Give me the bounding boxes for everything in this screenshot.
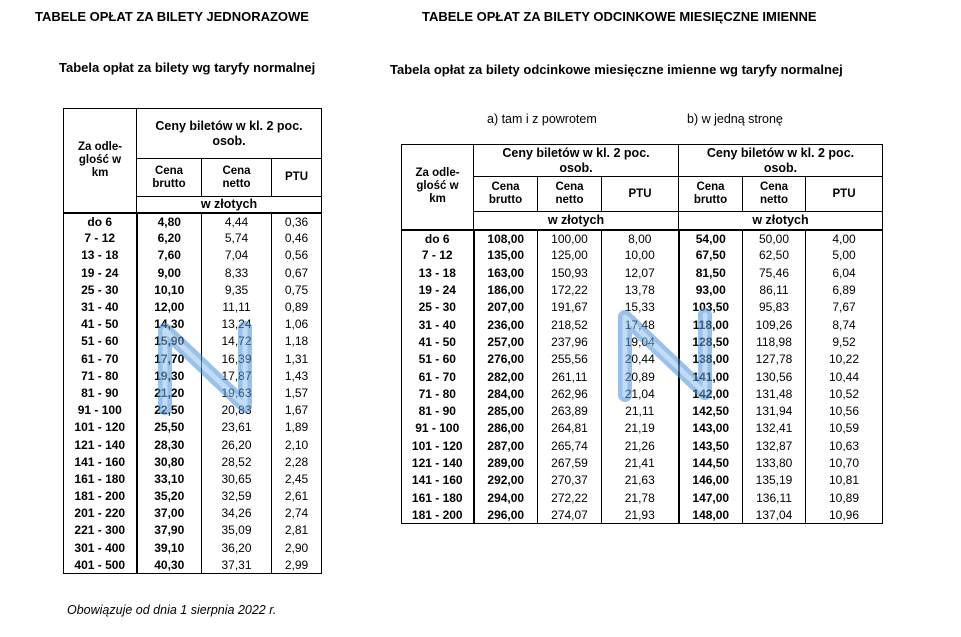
table-row — [64, 419, 322, 436]
right-subtitle: Tabela opłat za bilety odcinkowe miesięczne imienne wg taryfy normalnej — [390, 62, 843, 77]
price-cell: 292,00 — [474, 472, 538, 489]
price-cell: 21,93 — [602, 506, 679, 523]
distance-cell: 31 - 40 — [64, 298, 137, 315]
distance-cell: 13 - 18 — [402, 264, 474, 281]
left-group-header: Ceny biletów w kl. 2 poc. osob. — [137, 109, 322, 159]
price-cell: 265,74 — [538, 437, 602, 454]
price-cell: 37,00 — [137, 505, 202, 522]
distance-cell: 81 - 90 — [402, 402, 474, 419]
right-row-header: Za odle- glość w km — [402, 145, 474, 230]
table-row — [64, 402, 322, 419]
distance-cell: 181 - 200 — [64, 488, 137, 505]
distance-cell: 71 - 80 — [402, 385, 474, 402]
price-cell: 1,89 — [272, 419, 322, 436]
price-cell: 93,00 — [679, 281, 743, 298]
distance-cell: 81 - 90 — [64, 384, 137, 401]
price-cell: 13,24 — [202, 316, 272, 333]
distance-cell: 7 - 12 — [402, 247, 474, 264]
price-cell: 10,44 — [806, 368, 883, 385]
left-table-body — [64, 213, 322, 574]
table-row — [64, 539, 322, 556]
price-cell: 4,00 — [806, 230, 883, 247]
price-cell: 272,22 — [538, 489, 602, 506]
price-cell: 21,63 — [602, 472, 679, 489]
price-cell: 125,00 — [538, 247, 602, 264]
price-cell: 143,00 — [679, 420, 743, 437]
table-row — [64, 281, 322, 298]
price-cell: 2,10 — [272, 436, 322, 453]
price-cell: 17,48 — [602, 316, 679, 333]
price-cell: 21,20 — [137, 384, 202, 401]
price-cell: 25,50 — [137, 419, 202, 436]
price-cell: 10,96 — [806, 506, 883, 523]
price-cell: 1,67 — [272, 402, 322, 419]
price-cell: 28,52 — [202, 453, 272, 470]
distance-cell: 61 - 70 — [402, 368, 474, 385]
table-row — [64, 488, 322, 505]
price-cell: 142,50 — [679, 402, 743, 419]
table-row — [64, 556, 322, 573]
price-cell: 10,59 — [806, 420, 883, 437]
distance-cell: 51 - 60 — [64, 333, 137, 350]
table-row — [402, 368, 883, 385]
price-cell: 137,04 — [743, 506, 806, 523]
distance-cell: 7 - 12 — [64, 230, 137, 247]
price-cell: 8,33 — [202, 264, 272, 281]
price-cell: 21,78 — [602, 489, 679, 506]
distance-cell: 41 - 50 — [402, 333, 474, 350]
table-row — [402, 247, 883, 264]
distance-cell: 201 - 220 — [64, 505, 137, 522]
price-cell: 21,11 — [602, 402, 679, 419]
price-cell: 143,50 — [679, 437, 743, 454]
table-row — [402, 506, 883, 523]
price-cell: 17,70 — [137, 350, 202, 367]
price-cell: 19,04 — [602, 333, 679, 350]
table-row — [64, 298, 322, 315]
right-b-unit: w złotych — [679, 212, 883, 230]
table-row — [64, 333, 322, 350]
table-row — [402, 385, 883, 402]
table-row — [402, 351, 883, 368]
left-row-header: Za odle- glość w km — [64, 109, 137, 213]
distance-cell: 121 - 140 — [64, 436, 137, 453]
price-cell: 270,37 — [538, 472, 602, 489]
price-cell: 118,98 — [743, 333, 806, 350]
price-cell: 285,00 — [474, 402, 538, 419]
price-cell: 19,63 — [202, 384, 272, 401]
price-cell: 6,89 — [806, 281, 883, 298]
right-fare-table — [401, 144, 883, 524]
price-cell: 33,10 — [137, 470, 202, 487]
distance-cell: 221 - 300 — [64, 522, 137, 539]
price-cell: 28,30 — [137, 436, 202, 453]
distance-cell: 161 - 180 — [402, 489, 474, 506]
price-cell: 9,52 — [806, 333, 883, 350]
table-row — [64, 264, 322, 281]
distance-cell: 121 - 140 — [402, 454, 474, 471]
price-cell: 39,10 — [137, 539, 202, 556]
price-cell: 135,19 — [743, 472, 806, 489]
price-cell: 2,61 — [272, 488, 322, 505]
left-fare-table — [63, 108, 322, 574]
price-cell: 1,06 — [272, 316, 322, 333]
price-cell: 37,31 — [202, 556, 272, 573]
left-col-ptu: PTU — [272, 159, 322, 197]
price-cell: 34,26 — [202, 505, 272, 522]
distance-cell: do 6 — [402, 230, 474, 247]
price-cell: 263,89 — [538, 402, 602, 419]
price-cell: 146,00 — [679, 472, 743, 489]
price-cell: 9,00 — [137, 264, 202, 281]
right-b-col-brutto: Cena brutto — [679, 177, 743, 212]
distance-cell: 61 - 70 — [64, 350, 137, 367]
distance-cell: 71 - 80 — [64, 367, 137, 384]
table-row — [64, 247, 322, 264]
left-col-netto: Cena netto — [202, 159, 272, 197]
price-cell: 255,56 — [538, 351, 602, 368]
right-group-header-b: Ceny biletów w kl. 2 poc. osob. — [679, 145, 883, 177]
price-cell: 191,67 — [538, 299, 602, 316]
table-row — [402, 333, 883, 350]
price-cell: 10,52 — [806, 385, 883, 402]
right-group-header-a: Ceny biletów w kl. 2 poc. osob. — [474, 145, 679, 177]
price-cell: 20,44 — [602, 351, 679, 368]
price-cell: 286,00 — [474, 420, 538, 437]
table-row — [64, 522, 322, 539]
price-cell: 20,89 — [602, 368, 679, 385]
table-row — [402, 489, 883, 506]
price-cell: 0,56 — [272, 247, 322, 264]
price-cell: 36,20 — [202, 539, 272, 556]
table-row — [64, 436, 322, 453]
price-cell: 15,33 — [602, 299, 679, 316]
right-table-body — [402, 230, 883, 524]
price-cell: 1,18 — [272, 333, 322, 350]
distance-cell: 101 - 120 — [64, 419, 137, 436]
price-cell: 9,35 — [202, 281, 272, 298]
distance-cell: 161 - 180 — [64, 470, 137, 487]
price-cell: 148,00 — [679, 506, 743, 523]
price-cell: 35,20 — [137, 488, 202, 505]
price-cell: 10,89 — [806, 489, 883, 506]
right-b-col-ptu: PTU — [806, 177, 883, 212]
left-subtitle: Tabela opłat za bilety wg taryfy normalnej — [59, 60, 316, 75]
price-cell: 108,00 — [474, 230, 538, 247]
price-cell: 131,94 — [743, 402, 806, 419]
table-row — [64, 384, 322, 401]
distance-cell: 181 - 200 — [402, 506, 474, 523]
distance-cell: 301 - 400 — [64, 539, 137, 556]
price-cell: 5,74 — [202, 230, 272, 247]
left-title: TABELE OPŁAT ZA BILETY JEDNORAZOWE — [35, 9, 309, 24]
price-cell: 296,00 — [474, 506, 538, 523]
price-cell: 37,90 — [137, 522, 202, 539]
distance-cell: 141 - 160 — [64, 453, 137, 470]
distance-cell: do 6 — [64, 213, 137, 230]
table-row — [402, 299, 883, 316]
distance-cell: 25 - 30 — [64, 281, 137, 298]
price-cell: 20,83 — [202, 402, 272, 419]
price-cell: 21,41 — [602, 454, 679, 471]
price-cell: 172,22 — [538, 281, 602, 298]
left-col-brutto: Cena brutto — [137, 159, 202, 197]
price-cell: 12,07 — [602, 264, 679, 281]
price-cell: 118,00 — [679, 316, 743, 333]
right-b-col-netto: Cena netto — [743, 177, 806, 212]
price-cell: 236,00 — [474, 316, 538, 333]
price-cell: 4,44 — [202, 213, 272, 230]
price-cell: 142,00 — [679, 385, 743, 402]
price-cell: 23,61 — [202, 419, 272, 436]
table-row — [402, 230, 883, 247]
price-cell: 282,00 — [474, 368, 538, 385]
price-cell: 50,00 — [743, 230, 806, 247]
price-cell: 133,80 — [743, 454, 806, 471]
price-cell: 274,07 — [538, 506, 602, 523]
price-cell: 21,26 — [602, 437, 679, 454]
distance-cell: 401 - 500 — [64, 556, 137, 573]
price-cell: 10,56 — [806, 402, 883, 419]
price-cell: 21,19 — [602, 420, 679, 437]
price-cell: 67,50 — [679, 247, 743, 264]
table-row — [64, 213, 322, 230]
price-cell: 257,00 — [474, 333, 538, 350]
price-cell: 16,39 — [202, 350, 272, 367]
price-cell: 13,78 — [602, 281, 679, 298]
table-row — [64, 367, 322, 384]
right-a-col-brutto: Cena brutto — [474, 177, 538, 212]
price-cell: 109,26 — [743, 316, 806, 333]
price-cell: 12,00 — [137, 298, 202, 315]
price-cell: 0,67 — [272, 264, 322, 281]
price-cell: 14,30 — [137, 316, 202, 333]
price-cell: 131,48 — [743, 385, 806, 402]
price-cell: 54,00 — [679, 230, 743, 247]
price-cell: 267,59 — [538, 454, 602, 471]
distance-cell: 41 - 50 — [64, 316, 137, 333]
price-cell: 135,00 — [474, 247, 538, 264]
price-cell: 10,70 — [806, 454, 883, 471]
distance-cell: 31 - 40 — [402, 316, 474, 333]
table-row — [402, 454, 883, 471]
price-cell: 81,50 — [679, 264, 743, 281]
price-cell: 132,87 — [743, 437, 806, 454]
price-cell: 138,00 — [679, 351, 743, 368]
price-cell: 15,90 — [137, 333, 202, 350]
price-cell: 287,00 — [474, 437, 538, 454]
price-cell: 0,46 — [272, 230, 322, 247]
price-cell: 218,52 — [538, 316, 602, 333]
price-cell: 100,00 — [538, 230, 602, 247]
price-cell: 1,43 — [272, 367, 322, 384]
distance-cell: 19 - 24 — [64, 264, 137, 281]
price-cell: 10,00 — [602, 247, 679, 264]
right-a-col-ptu: PTU — [602, 177, 679, 212]
price-cell: 128,50 — [679, 333, 743, 350]
table-row — [402, 472, 883, 489]
price-cell: 62,50 — [743, 247, 806, 264]
price-cell: 284,00 — [474, 385, 538, 402]
distance-cell: 91 - 100 — [64, 402, 137, 419]
label-round-trip: a) tam i z powrotem — [487, 112, 597, 126]
price-cell: 0,75 — [272, 281, 322, 298]
price-cell: 6,20 — [137, 230, 202, 247]
price-cell: 186,00 — [474, 281, 538, 298]
label-one-way: b) w jedną stronę — [687, 112, 783, 126]
price-cell: 144,50 — [679, 454, 743, 471]
price-cell: 0,36 — [272, 213, 322, 230]
price-cell: 237,96 — [538, 333, 602, 350]
distance-cell: 19 - 24 — [402, 281, 474, 298]
price-cell: 2,45 — [272, 470, 322, 487]
price-cell: 26,20 — [202, 436, 272, 453]
price-cell: 10,63 — [806, 437, 883, 454]
price-cell: 86,11 — [743, 281, 806, 298]
price-cell: 1,57 — [272, 384, 322, 401]
price-cell: 2,81 — [272, 522, 322, 539]
table-row — [64, 470, 322, 487]
price-cell: 127,78 — [743, 351, 806, 368]
price-cell: 35,09 — [202, 522, 272, 539]
table-row — [402, 420, 883, 437]
price-cell: 2,74 — [272, 505, 322, 522]
table-row — [64, 505, 322, 522]
price-cell: 75,46 — [743, 264, 806, 281]
price-cell: 21,04 — [602, 385, 679, 402]
right-title: TABELE OPŁAT ZA BILETY ODCINKOWE MIESIĘCZNE IMIENNE — [422, 9, 817, 24]
price-cell: 7,60 — [137, 247, 202, 264]
price-cell: 262,96 — [538, 385, 602, 402]
distance-cell: 101 - 120 — [402, 437, 474, 454]
distance-cell: 25 - 30 — [402, 299, 474, 316]
table-row — [64, 316, 322, 333]
right-a-col-netto: Cena netto — [538, 177, 602, 212]
right-a-unit: w złotych — [474, 212, 679, 230]
distance-cell: 13 - 18 — [64, 247, 137, 264]
price-cell: 19,30 — [137, 367, 202, 384]
price-cell: 2,90 — [272, 539, 322, 556]
price-cell: 103,50 — [679, 299, 743, 316]
price-cell: 136,11 — [743, 489, 806, 506]
price-cell: 261,11 — [538, 368, 602, 385]
price-cell: 10,81 — [806, 472, 883, 489]
price-cell: 150,93 — [538, 264, 602, 281]
price-cell: 141,00 — [679, 368, 743, 385]
table-row — [64, 350, 322, 367]
price-cell: 8,74 — [806, 316, 883, 333]
price-cell: 14,72 — [202, 333, 272, 350]
table-row — [64, 453, 322, 470]
table-row — [402, 316, 883, 333]
price-cell: 163,00 — [474, 264, 538, 281]
price-cell: 294,00 — [474, 489, 538, 506]
price-cell: 7,04 — [202, 247, 272, 264]
price-cell: 30,80 — [137, 453, 202, 470]
price-cell: 40,30 — [137, 556, 202, 573]
price-cell: 276,00 — [474, 351, 538, 368]
left-footer: Obowiązuje od dnia 1 sierpnia 2022 r. — [67, 603, 277, 617]
price-cell: 32,59 — [202, 488, 272, 505]
price-cell: 22,50 — [137, 402, 202, 419]
distance-cell: 141 - 160 — [402, 472, 474, 489]
table-row — [64, 230, 322, 247]
price-cell: 6,04 — [806, 264, 883, 281]
price-cell: 10,22 — [806, 351, 883, 368]
price-cell: 11,11 — [202, 298, 272, 315]
table-row — [402, 437, 883, 454]
price-cell: 8,00 — [602, 230, 679, 247]
price-cell: 0,89 — [272, 298, 322, 315]
price-cell: 5,00 — [806, 247, 883, 264]
price-cell: 132,41 — [743, 420, 806, 437]
table-row — [402, 281, 883, 298]
price-cell: 289,00 — [474, 454, 538, 471]
price-cell: 1,31 — [272, 350, 322, 367]
price-cell: 4,80 — [137, 213, 202, 230]
price-cell: 7,67 — [806, 299, 883, 316]
table-row — [402, 264, 883, 281]
table-row — [402, 402, 883, 419]
price-cell: 130,56 — [743, 368, 806, 385]
price-cell: 147,00 — [679, 489, 743, 506]
price-cell: 2,28 — [272, 453, 322, 470]
distance-cell: 91 - 100 — [402, 420, 474, 437]
distance-cell: 51 - 60 — [402, 351, 474, 368]
price-cell: 95,83 — [743, 299, 806, 316]
price-cell: 10,10 — [137, 281, 202, 298]
price-cell: 2,99 — [272, 556, 322, 573]
price-cell: 207,00 — [474, 299, 538, 316]
price-cell: 30,65 — [202, 470, 272, 487]
price-cell: 264,81 — [538, 420, 602, 437]
price-cell: 17,87 — [202, 367, 272, 384]
left-unit: w złotych — [137, 197, 322, 213]
